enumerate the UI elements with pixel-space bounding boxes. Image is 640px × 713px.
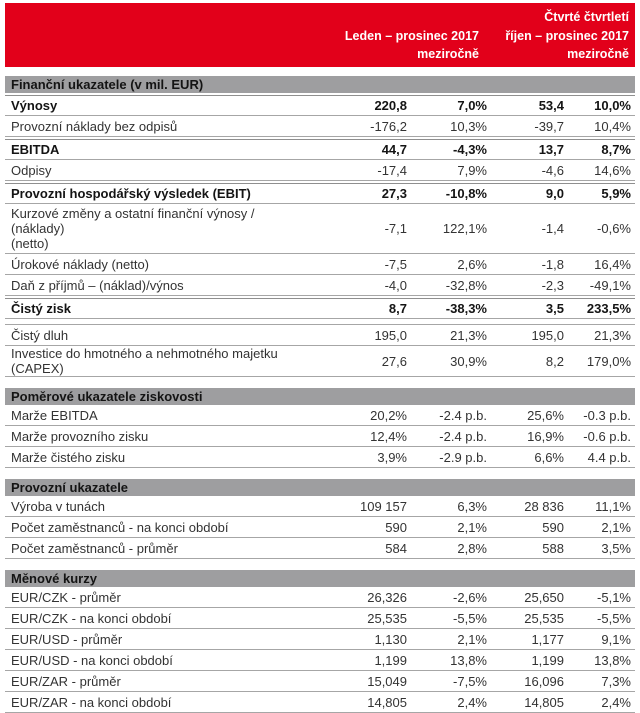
table-row — [5, 650, 635, 671]
table-row — [5, 517, 635, 538]
row-label: EUR/USD - na konci období — [11, 652, 173, 668]
cell-value: -5,5% — [597, 610, 631, 626]
row-label: Marže EBITDA — [11, 407, 98, 423]
cell-value: 14,805 — [367, 694, 407, 710]
cell-value: 11,1% — [595, 498, 631, 514]
cell-value: -39,7 — [534, 118, 564, 134]
cell-value: 25,535 — [367, 610, 407, 626]
cell-value: 2,4% — [601, 694, 631, 710]
ytd-comparison-label: meziročně — [417, 47, 479, 61]
cell-value: 590 — [542, 519, 564, 535]
cell-value: -1,4 — [541, 221, 564, 236]
cell-value: 1,199 — [531, 652, 564, 668]
cell-value: -5,5% — [453, 610, 487, 626]
cell-value: 14,805 — [524, 694, 564, 710]
table-row — [5, 204, 635, 254]
cell-value: -38,3% — [445, 301, 487, 316]
table-row — [5, 298, 635, 319]
ytd-title-line — [149, 8, 479, 27]
row-label: Investice do hmotného a nehmotného majetku (CAPEX) — [11, 346, 278, 376]
column-group-q4-header — [479, 8, 629, 63]
cell-value: 2,1% — [457, 519, 487, 535]
cell-value: 7,0% — [457, 98, 487, 113]
table-row — [5, 183, 635, 204]
cell-value: 13,7 — [538, 142, 564, 157]
row-label: Čistý dluh — [11, 327, 69, 343]
cell-value: 25,535 — [524, 610, 564, 626]
cell-value: 9,1% — [601, 631, 631, 647]
cell-value: -7,1 — [384, 221, 407, 236]
cell-value: 2,6% — [457, 256, 487, 272]
cell-value: 1,199 — [374, 652, 407, 668]
table-section-2 — [5, 388, 635, 468]
cell-value: -7,5% — [453, 673, 487, 689]
q4-title-line: Čtvrté čtvrtletí — [544, 10, 629, 24]
cell-value: -7,5 — [384, 256, 407, 272]
cell-value: 25,650 — [524, 589, 564, 605]
table-row — [5, 325, 635, 346]
table-row — [5, 608, 635, 629]
cell-value: 25,6% — [527, 407, 564, 423]
cell-value: 233,5% — [586, 301, 631, 316]
row-label: Výroba v tunách — [11, 498, 105, 514]
cell-value: 2,8% — [457, 540, 487, 556]
section-title: Měnové kurzy — [5, 570, 635, 587]
table-row — [5, 692, 635, 713]
row-label: Provozní hospodářský výsledek (EBIT) — [11, 186, 251, 201]
cell-value: -32,8% — [445, 277, 487, 293]
q4-comparison-label: meziročně — [567, 47, 629, 61]
cell-value: 4.4 p.b. — [587, 449, 631, 465]
cell-value: 21,3% — [594, 327, 631, 343]
cell-value: 27,6 — [381, 353, 407, 369]
cell-value: 195,0 — [531, 327, 564, 343]
section-title: Poměrové ukazatele ziskovosti — [5, 388, 635, 405]
table-row — [5, 587, 635, 608]
section-title: Finanční ukazatele (v mil. EUR) — [5, 76, 635, 93]
cell-value: 590 — [385, 519, 407, 535]
cell-value: 27,3 — [381, 186, 407, 201]
table-row — [5, 160, 635, 181]
row-label: EUR/CZK - průměr — [11, 589, 121, 605]
row-label: Marže provozního zisku — [11, 428, 149, 444]
table-row — [5, 346, 635, 377]
row-label: Počet zaměstnanců - na konci období — [11, 519, 229, 535]
cell-value: 16,9% — [527, 428, 564, 444]
row-label: EUR/CZK - na konci období — [11, 610, 172, 626]
cell-value: -4,6 — [541, 162, 564, 178]
table-header — [5, 3, 635, 67]
cell-value: -2,6% — [453, 589, 487, 605]
row-label: Úrokové náklady (netto) — [11, 256, 150, 272]
cell-value: 2,1% — [457, 631, 487, 647]
cell-value: 8,7 — [388, 301, 407, 316]
cell-value: 53,4 — [538, 98, 564, 113]
cell-value: 3,9% — [377, 449, 407, 465]
cell-value: 584 — [385, 540, 407, 556]
cell-value: 8,7% — [601, 142, 631, 157]
table-row — [5, 275, 635, 296]
cell-value: 10,4% — [594, 118, 631, 134]
cell-value: 14,6% — [594, 162, 631, 178]
cell-value: -5,1% — [597, 589, 631, 605]
table-section-3 — [5, 479, 635, 559]
cell-value: 1,177 — [531, 631, 564, 647]
q4-period-label: říjen – prosinec 2017 — [505, 28, 629, 43]
cell-value: 16,4% — [594, 256, 631, 272]
cell-value: 28 836 — [524, 498, 564, 514]
row-label: Daň z příjmů – (náklad)/výnos — [11, 277, 184, 293]
table-row — [5, 254, 635, 275]
table-row — [5, 139, 635, 160]
cell-value: 6,3% — [457, 498, 487, 514]
table-row — [5, 426, 635, 447]
cell-value: 179,0% — [586, 353, 631, 369]
cell-value: -0.3 p.b. — [583, 407, 631, 423]
cell-value: 122,1% — [442, 221, 487, 236]
cell-value: 3,5 — [545, 301, 564, 316]
cell-value: -0,6% — [597, 221, 631, 236]
cell-value: 7,9% — [457, 162, 487, 178]
cell-value: 109 157 — [360, 498, 407, 514]
row-label: Marže čistého zisku — [11, 449, 126, 465]
table-row — [5, 671, 635, 692]
table-row — [5, 116, 635, 137]
cell-value: -0.6 p.b. — [583, 428, 631, 444]
cell-value: -1,8 — [541, 256, 564, 272]
cell-value: 8,2 — [545, 353, 564, 369]
row-label: Kurzové změny a ostatní finanční výnosy / (náklady) (netto) — [11, 206, 255, 251]
cell-value: 2,4% — [457, 694, 487, 710]
cell-value: -176,2 — [370, 118, 407, 134]
cell-value: 26,326 — [367, 589, 407, 605]
cell-value: -4,0 — [384, 277, 407, 293]
ytd-period-label: Leden – prosinec 2017 — [344, 28, 479, 43]
table-row — [5, 629, 635, 650]
cell-value: 44,7 — [381, 142, 407, 157]
cell-value: -2,3 — [541, 277, 564, 293]
table-section-4 — [5, 570, 635, 713]
table-row — [5, 538, 635, 559]
cell-value: 30,9% — [450, 353, 487, 369]
row-label: EUR/USD - průměr — [11, 631, 123, 647]
cell-value: -17,4 — [377, 162, 407, 178]
cell-value: 9,0 — [545, 186, 564, 201]
table-row — [5, 447, 635, 468]
cell-value: 13,8% — [594, 652, 631, 668]
cell-value: 13,8% — [450, 652, 487, 668]
row-label: Počet zaměstnanců - průměr — [11, 540, 178, 556]
cell-value: 16,096 — [524, 673, 564, 689]
row-label: Čistý zisk — [11, 301, 71, 316]
cell-value: 195,0 — [374, 327, 407, 343]
cell-value: 12,4% — [370, 428, 407, 444]
cell-value: 20,2% — [370, 407, 407, 423]
row-label: Odpisy — [11, 162, 52, 178]
cell-value: -4,3% — [453, 142, 487, 157]
cell-value: 6,6% — [534, 449, 564, 465]
table-row — [5, 496, 635, 517]
cell-value: 3,5% — [601, 540, 631, 556]
row-label: EUR/ZAR - průměr — [11, 673, 121, 689]
cell-value: 7,3% — [601, 673, 631, 689]
section-title: Provozní ukazatele — [5, 479, 635, 496]
cell-value: 5,9% — [601, 186, 631, 201]
cell-value: 10,0% — [594, 98, 631, 113]
table-row — [5, 405, 635, 426]
row-label: Provozní náklady bez odpisů — [11, 118, 178, 134]
table-section-1 — [5, 76, 635, 377]
cell-value: -2.9 p.b. — [439, 449, 487, 465]
row-label: EBITDA — [11, 142, 60, 157]
column-group-ytd-header — [149, 8, 479, 63]
cell-value: -49,1% — [589, 277, 631, 293]
row-label: EUR/ZAR - na konci období — [11, 694, 172, 710]
cell-value: 15,049 — [367, 673, 407, 689]
cell-value: -2.4 p.b. — [439, 428, 487, 444]
cell-value: -2.4 p.b. — [439, 407, 487, 423]
cell-value: 2,1% — [601, 519, 631, 535]
table-row — [5, 95, 635, 116]
cell-value: 588 — [542, 540, 564, 556]
cell-value: 21,3% — [450, 327, 487, 343]
table-body — [5, 76, 635, 713]
row-label: Výnosy — [11, 98, 58, 113]
cell-value: 10,3% — [450, 118, 487, 134]
cell-value: 1,130 — [374, 631, 407, 647]
cell-value: 220,8 — [374, 98, 407, 113]
cell-value: -10,8% — [445, 186, 487, 201]
